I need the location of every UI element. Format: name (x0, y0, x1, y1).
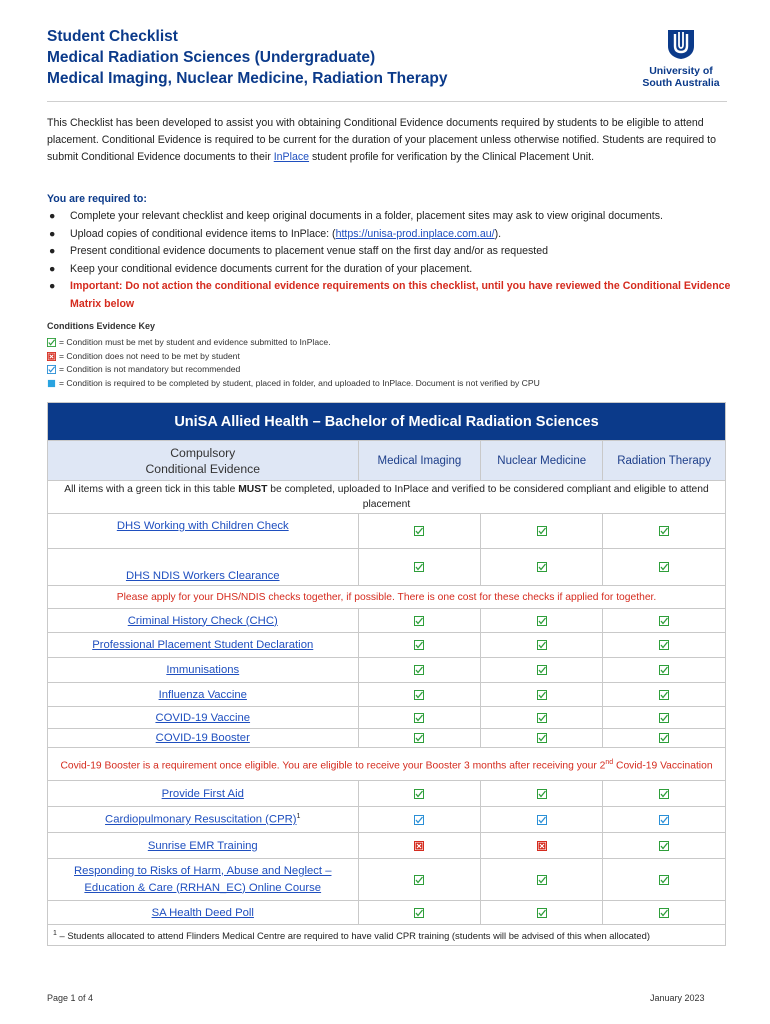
item-link[interactable]: Sunrise EMR Training (147, 839, 258, 852)
evidence-matrix-table (47, 402, 726, 946)
green-check-icon (659, 733, 669, 743)
logo-text-2: South Australia (642, 77, 720, 89)
green-check-icon (414, 616, 424, 626)
item-link[interactable]: Influenza Vaccine (158, 688, 247, 701)
logo-text-1: University of (649, 65, 713, 77)
item-cell (48, 514, 359, 549)
blue-square-icon (47, 379, 56, 388)
status-cell (481, 781, 603, 807)
note-text: All items with a green tick in this table (64, 484, 239, 495)
column-header-row (48, 441, 726, 481)
green-check-icon (414, 875, 424, 885)
table-row (48, 901, 726, 925)
blue-check-icon (414, 815, 424, 825)
blue-check-icon (659, 815, 669, 825)
green-check-icon (659, 526, 669, 536)
status-cell (603, 633, 726, 658)
column-header-line: Conditional Evidence (145, 461, 260, 476)
status-cell (481, 683, 603, 707)
item-link[interactable]: DHS Working with Children Check (116, 520, 289, 532)
column-header-evidence (48, 441, 359, 481)
status-cell (603, 901, 726, 925)
list-item-text: ). (494, 227, 502, 240)
document-date: January 2023 (650, 993, 705, 1003)
page-number: Page 1 of 4 (47, 993, 94, 1003)
inplace-url-link[interactable]: https://unisa-prod.inplace.com.au/ (335, 227, 495, 240)
blue-check-icon (537, 815, 547, 825)
evidence-key (47, 336, 540, 390)
table-row (48, 807, 726, 833)
status-cell (603, 549, 726, 586)
note-text: be completed, uploaded to InPlace and verified to be considered compliant and eligible to attend placement (267, 484, 709, 510)
table-row (48, 683, 726, 707)
status-cell (481, 707, 603, 729)
table-row (48, 729, 726, 748)
green-check-icon (659, 789, 669, 799)
green-check-icon (659, 875, 669, 885)
green-check-icon (414, 526, 424, 536)
green-check-icon (414, 789, 424, 799)
green-check-icon (659, 908, 669, 918)
status-cell (603, 833, 726, 859)
status-cell (481, 633, 603, 658)
item-link[interactable]: Criminal History Check (CHC) (127, 614, 278, 627)
status-cell (481, 901, 603, 925)
item-link[interactable]: COVID-19 Booster (155, 732, 250, 744)
item-link[interactable]: Provide First Aid (161, 787, 244, 800)
item-cell (48, 633, 359, 658)
status-cell (481, 859, 603, 901)
item-cell (48, 549, 359, 586)
table-title: UniSA Allied Health – Bachelor of Medical Radiation Sciences (48, 403, 726, 441)
table-note-booster (48, 748, 726, 781)
list-item: ● Complete your relevant checklist and keep original documents in a folder, placement sites may ask to view original documents. (49, 210, 663, 222)
status-cell (358, 901, 481, 925)
status-cell (603, 781, 726, 807)
status-cell (481, 658, 603, 683)
table-row (48, 781, 726, 807)
green-check-icon (537, 562, 547, 572)
status-cell (358, 833, 481, 859)
important-note: Important: Do not action the conditional evidence requirements on this checklist, until you have reviewed the Conditional Evidence Matrix below (70, 280, 731, 310)
table-row (48, 707, 726, 729)
green-check-icon (414, 733, 424, 743)
note-text: Covid-19 Vaccination (613, 760, 713, 772)
item-cell (48, 658, 359, 683)
column-header-radiation-therapy: Radiation Therapy (603, 441, 726, 481)
green-check-icon (537, 665, 547, 675)
status-cell (358, 807, 481, 833)
list-item: ● Present conditional evidence documents to placement venue staff on the first day and/or as requested (49, 245, 548, 257)
green-check-icon (414, 908, 424, 918)
unisa-logo (636, 28, 726, 89)
status-cell (358, 658, 481, 683)
requirements-list (47, 208, 732, 313)
green-check-icon (659, 640, 669, 650)
blue-check-icon (47, 365, 56, 374)
table-note-must (48, 481, 726, 514)
green-check-icon (537, 875, 547, 885)
item-link[interactable]: Responding to Risks of Harm, Abuse and Neglect – (74, 864, 332, 877)
status-cell (358, 549, 481, 586)
list-item-text: Complete your relevant checklist and keep original documents in a folder, placement sites may ask to view original documents. (70, 210, 663, 222)
status-cell (603, 514, 726, 549)
status-cell (358, 633, 481, 658)
table-row (48, 859, 726, 901)
item-cell (48, 781, 359, 807)
table-row (48, 609, 726, 633)
item-link[interactable]: DHS NDIS Workers Clearance (125, 570, 280, 582)
item-link[interactable]: SA Health Deed Poll (151, 906, 254, 919)
green-check-icon (537, 908, 547, 918)
red-cross-icon (537, 841, 547, 851)
green-check-icon (537, 526, 547, 536)
note-text: Covid-19 Booster is a requirement once eligible. You are eligible to receive your Booster 3 months after receiving your 2 (60, 760, 606, 772)
status-cell (481, 807, 603, 833)
green-check-icon (414, 562, 424, 572)
green-check-icon (414, 665, 424, 675)
table-row (48, 633, 726, 658)
green-check-icon (659, 713, 669, 723)
key-heading: Conditions Evidence Key (47, 321, 156, 331)
key-blue-text: = Condition is not mandatory but recommended (59, 364, 241, 374)
item-cell (48, 707, 359, 729)
status-cell (358, 781, 481, 807)
item-cell (48, 859, 359, 901)
list-item-text: Keep your conditional evidence documents current for the duration of your placement. (70, 262, 473, 275)
status-cell (358, 514, 481, 549)
item-cell (48, 609, 359, 633)
status-cell (603, 707, 726, 729)
list-item: ● Keep your conditional evidence documents current for the duration of your placement. (49, 262, 473, 275)
green-check-icon (537, 690, 547, 700)
key-square (47, 377, 540, 391)
status-cell (481, 609, 603, 633)
status-cell (358, 683, 481, 707)
status-cell (603, 729, 726, 748)
note-bold: MUST (238, 484, 268, 495)
green-check-icon (659, 690, 669, 700)
title-line-2: Medical Radiation Sciences (Undergraduate) (47, 49, 376, 66)
status-cell (603, 658, 726, 683)
status-cell (481, 833, 603, 859)
green-check-icon (47, 338, 56, 347)
column-header-line: Compulsory (170, 445, 236, 460)
intro-text-end: student profile for verification by the Clinical Placement Unit. (309, 151, 595, 163)
item-cell (48, 729, 359, 748)
green-check-icon (414, 713, 424, 723)
green-check-icon (659, 665, 669, 675)
table-row (48, 658, 726, 683)
green-check-icon (537, 640, 547, 650)
table-row (48, 549, 726, 586)
item-cell (48, 833, 359, 859)
status-cell (358, 729, 481, 748)
key-blue (47, 363, 540, 377)
note-sup: nd (605, 758, 614, 766)
key-square-text: = Condition is required to be completed by student, placed in folder, and uploaded to InPlace. Document is not verified by CPU (59, 377, 540, 388)
status-cell (603, 609, 726, 633)
requirements-heading: You are required to: (47, 193, 147, 205)
table-note-dhs: Please apply for your DHS/NDIS checks together, if possible. There is one cost for these checks if applied for together. (48, 586, 726, 609)
green-check-icon (537, 733, 547, 743)
status-cell (358, 859, 481, 901)
table-row (48, 833, 726, 859)
list-item: ● Upload copies of conditional evidence items to InPlace: (https://unisa-prod.inplace.com.au/). (49, 227, 502, 240)
status-cell (603, 859, 726, 901)
table-row (48, 514, 726, 549)
key-green (47, 336, 540, 350)
green-check-icon (414, 690, 424, 700)
unisa-logo-icon (666, 28, 696, 60)
column-header-medical-imaging: Medical Imaging (358, 441, 481, 481)
key-green-text: = Condition must be met by student and evidence submitted to InPlace. (59, 337, 331, 347)
column-header-nuclear-medicine: Nuclear Medicine (481, 441, 603, 481)
item-cell (48, 683, 359, 707)
footnote-sup: 1 (53, 930, 57, 937)
green-check-icon (659, 616, 669, 626)
item-link[interactable]: Education & Care (RRHAN_EC) Online Course (84, 881, 322, 894)
footnote-text: – Students allocated to attend Flinders Medical Centre are required to have valid CPR training (students will be advised of this when allocated) (56, 930, 650, 942)
green-check-icon (537, 616, 547, 626)
status-cell (603, 683, 726, 707)
header-divider (47, 101, 727, 102)
status-cell (481, 729, 603, 748)
green-check-icon (414, 640, 424, 650)
green-check-icon (659, 562, 669, 572)
green-check-icon (537, 789, 547, 799)
key-red-text: = Condition does not need to be met by student (59, 350, 240, 361)
red-cross-icon (47, 352, 56, 361)
item-link[interactable]: Professional Placement Student Declaration (92, 639, 314, 651)
intro-text: This Checklist has been developed to assist you with obtaining Conditional Evidence documents required by students to be eligible to attend placement. Conditional Evidence is required to be current for the duration of your placement unless otherwise notified. Students are required to submit Conditional Evidence documents to their (47, 117, 716, 163)
intro-paragraph (47, 115, 727, 166)
footnote-ref: 1 (296, 813, 301, 821)
list-item-text: Upload copies of conditional evidence items to InPlace: ( (70, 227, 336, 240)
item-cell (48, 807, 359, 833)
title-line-1: Student Checklist (47, 28, 178, 45)
status-cell (481, 549, 603, 586)
inplace-link[interactable]: InPlace (273, 151, 310, 163)
key-red (47, 350, 540, 364)
item-cell (48, 901, 359, 925)
status-cell (481, 514, 603, 549)
table-footnote (48, 925, 726, 946)
red-cross-icon (414, 841, 424, 851)
status-cell (358, 609, 481, 633)
item-link[interactable]: Immunisations (166, 664, 240, 676)
status-cell (603, 807, 726, 833)
list-item: ● Important: Do not action the conditional evidence requirements on this checklist, until you have reviewed the Conditional Evidence Matrix below (49, 280, 731, 310)
item-link[interactable]: Cardiopulmonary Resuscitation (CPR) (105, 813, 297, 826)
item-link[interactable]: COVID-19 Vaccine (155, 711, 251, 724)
green-check-icon (659, 841, 669, 851)
green-check-icon (537, 713, 547, 723)
list-item-text: Present conditional evidence documents to placement venue staff on the first day and/or as requested (70, 245, 548, 257)
title-line-3: Medical Imaging, Nuclear Medicine, Radiation Therapy (47, 70, 448, 87)
status-cell (358, 707, 481, 729)
document-title (47, 26, 448, 89)
